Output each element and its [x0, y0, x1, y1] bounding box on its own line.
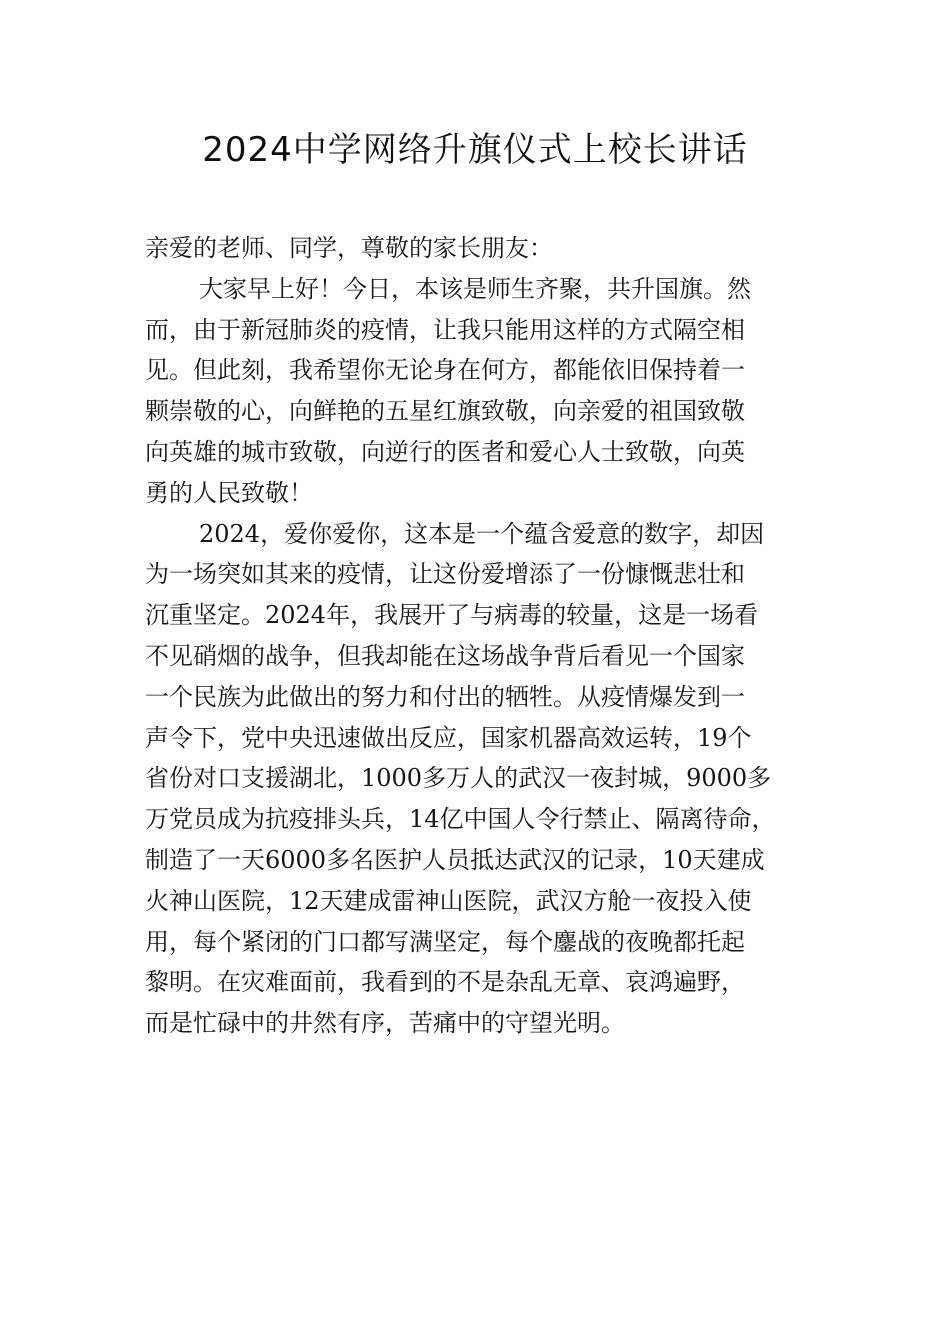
document-title: 2024中学网络升旗仪式上校长讲话 — [202, 130, 748, 170]
body-line: 沉重坚定。2024年，我展开了与病毒的较量，这是一场看 — [145, 601, 759, 630]
body-line: 声令下，党中央迅速做出反应，国家机器高效运转，19个 — [145, 723, 752, 752]
body-line: 向英雄的城市致敬，向逆行的医者和爱心人士致敬，向英 — [145, 437, 745, 466]
body-line: 大家早上好！今日，本该是师生齐聚，共升国旗。然 — [199, 274, 751, 303]
document-body — [145, 228, 845, 1044]
body-line: 制造了一天6000多名医护人员抵达武汉的记录，10天建成 — [145, 845, 765, 874]
body-line: 不见硝烟的战争，但我却能在这场战争背后看见一个国家 — [145, 641, 745, 670]
body-line: 见。但此刻，我希望你无论身在何方，都能依旧保持着一 — [145, 356, 745, 385]
body-line: 一个民族为此做出的努力和付出的牺牲。从疫情爆发到一 — [145, 682, 745, 711]
body-line: 黎明。在灾难面前，我看到的不是杂乱无章、哀鸿遍野， — [145, 968, 745, 997]
body-line: 火神山医院，12天建成雷神山医院，武汉方舱一夜投入使 — [145, 886, 752, 915]
body-line: 2024，爱你爱你，这本是一个蕴含爱意的数字，却因 — [199, 519, 765, 548]
body-line: 省份对口支援湖北，1000多万人的武汉一夜封城，9000多 — [145, 764, 772, 793]
body-line: 勇的人民致敬！ — [145, 478, 313, 507]
body-line: 亲爱的老师、同学，尊敬的家长朋友： — [145, 234, 553, 262]
body-line: 而是忙碌中的井然有序，苦痛中的守望光明。 — [145, 1009, 625, 1038]
body-line: 万党员成为抗疫排头兵，14亿中国人令行禁止、隔离待命， — [145, 805, 776, 834]
body-line: 颗崇敬的心，向鲜艳的五星红旗致敬，向亲爱的祖国致敬 — [145, 397, 745, 426]
body-line: 用，每个紧闭的门口都写满坚定，每个鏖战的夜晚都托起 — [145, 927, 745, 956]
body-line: 而，由于新冠肺炎的疫情，让我只能用这样的方式隔空相 — [145, 315, 745, 344]
body-line: 为一场突如其来的疫情，让这份爱增添了一份慷慨悲壮和 — [145, 560, 745, 589]
